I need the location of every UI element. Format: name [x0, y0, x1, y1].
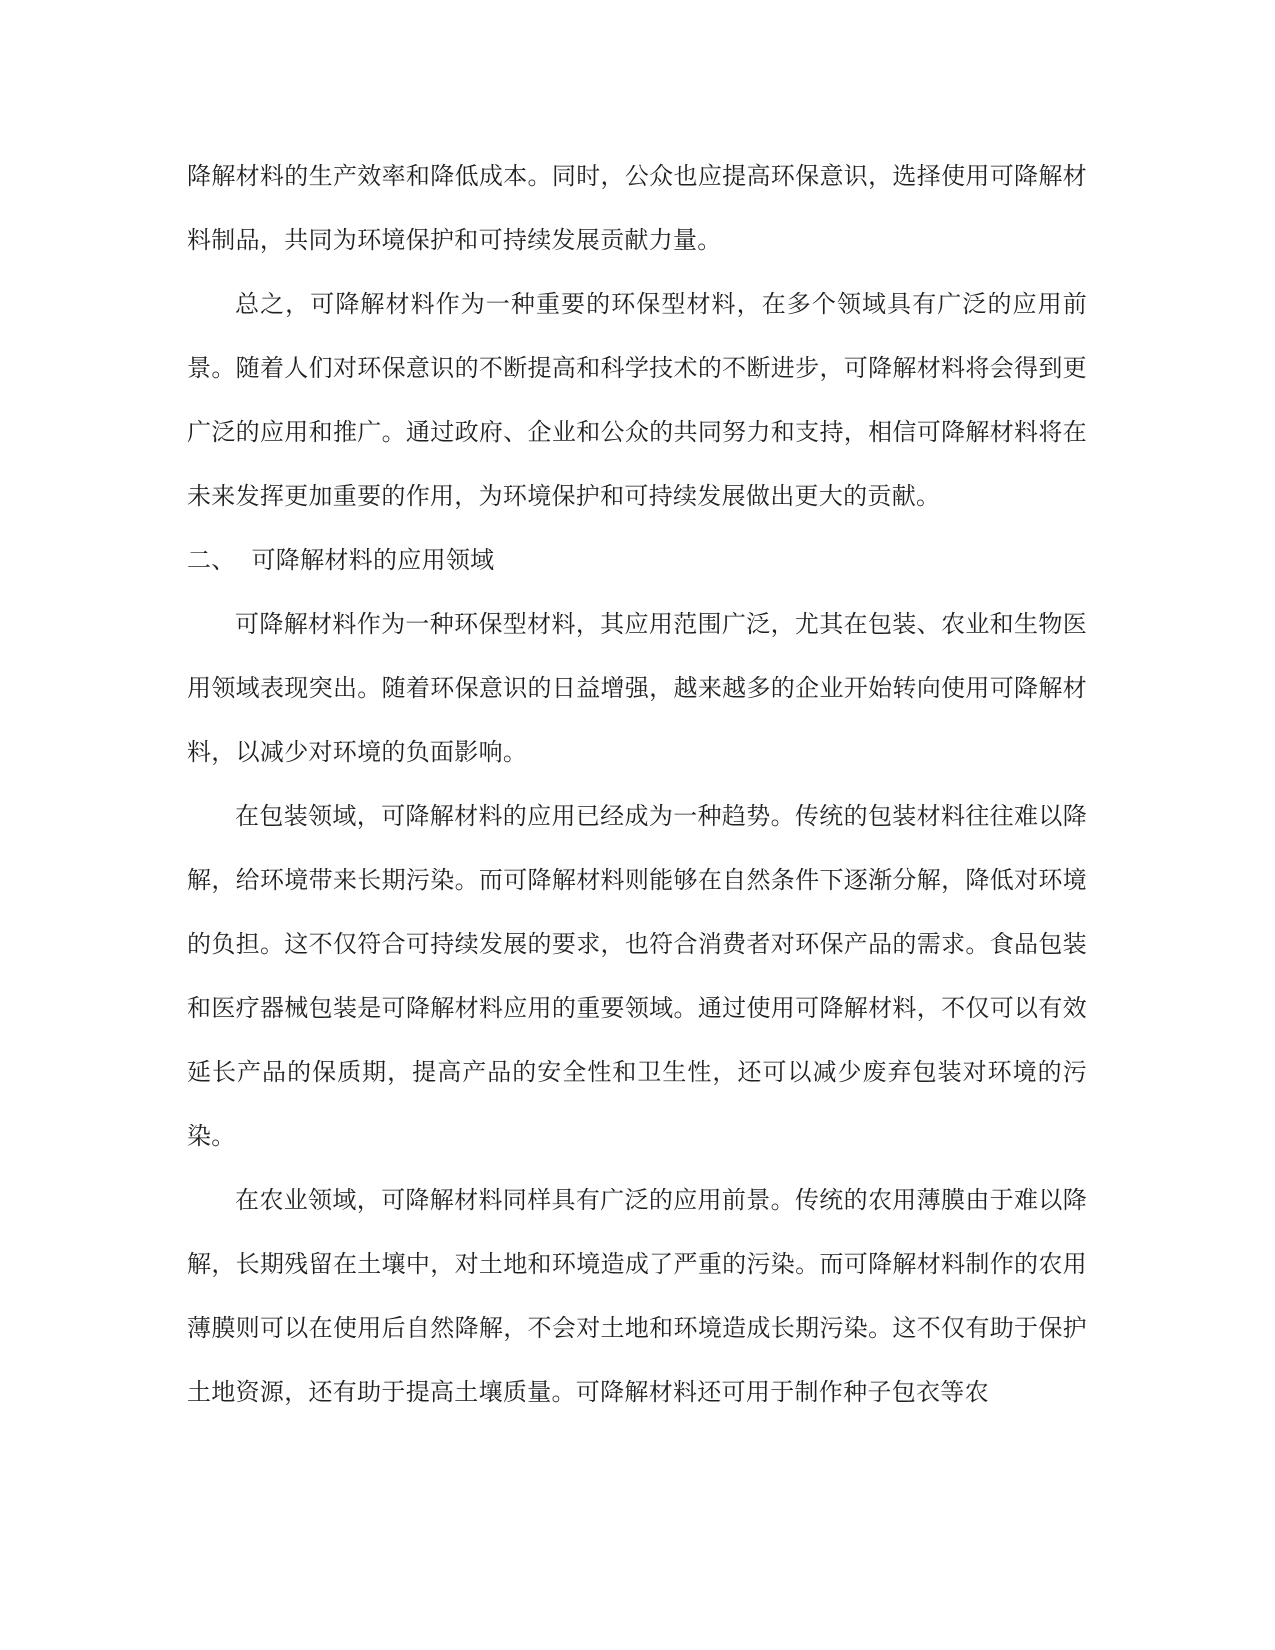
- paragraph-conclusion: 总之，可降解材料作为一种重要的环保型材料，在多个领域具有广泛的应用前景。随着人们对环保意识的不断提高和科学技术的不断进步，可降解材料将会得到更广泛的应用和推广。通过政府、企业和公众的共同努力和支持，相信可降解材料将在未来发挥更加重要的作用，为环境保护和可持续发展做出更大的贡献。: [187, 290, 1087, 510]
- paragraph-continuation: 降解材料的生产效率和降低成本。同时，公众也应提高环保意识，选择使用可降解材料制品，共同为环境保护和可持续发展贡献力量。: [187, 162, 1087, 254]
- section-heading-title: 可降解材料的应用领域: [251, 546, 495, 574]
- document-body: [187, 144, 1087, 1424]
- paragraph-intro: 可降解材料作为一种环保型材料，其应用范围广泛，尤其在包装、农业和生物医用领域表现突出。随着环保意识的日益增强，越来越多的企业开始转向使用可降解材料，以减少对环境的负面影响。: [187, 610, 1087, 766]
- paragraph-agriculture: 在农业领域，可降解材料同样具有广泛的应用前景。传统的农用薄膜由于难以降解，长期残留在土壤中，对土地和环境造成了严重的污染。而可降解材料制作的农用薄膜则可以在使用后自然降解，不会对土地和环境造成长期污染。这不仅有助于保护土地资源，还有助于提高土壤质量。可降解材料还可用于制作种子包衣等农: [187, 1186, 1087, 1406]
- section-heading: [187, 528, 1087, 592]
- section-heading-number: 二、: [187, 546, 236, 574]
- paragraph-packaging: 在包装领域，可降解材料的应用已经成为一种趋势。传统的包装材料往往难以降解，给环境带来长期污染。而可降解材料则能够在自然条件下逐渐分解，降低对环境的负担。这不仅符合可持续发展的要求，也符合消费者对环保产品的需求。食品包装和医疗器械包装是可降解材料应用的重要领域。通过使用可降解材料，不仅可以有效延长产品的保质期，提高产品的安全性和卫生性，还可以减少废弃包装对环境的污染。: [187, 802, 1087, 1150]
